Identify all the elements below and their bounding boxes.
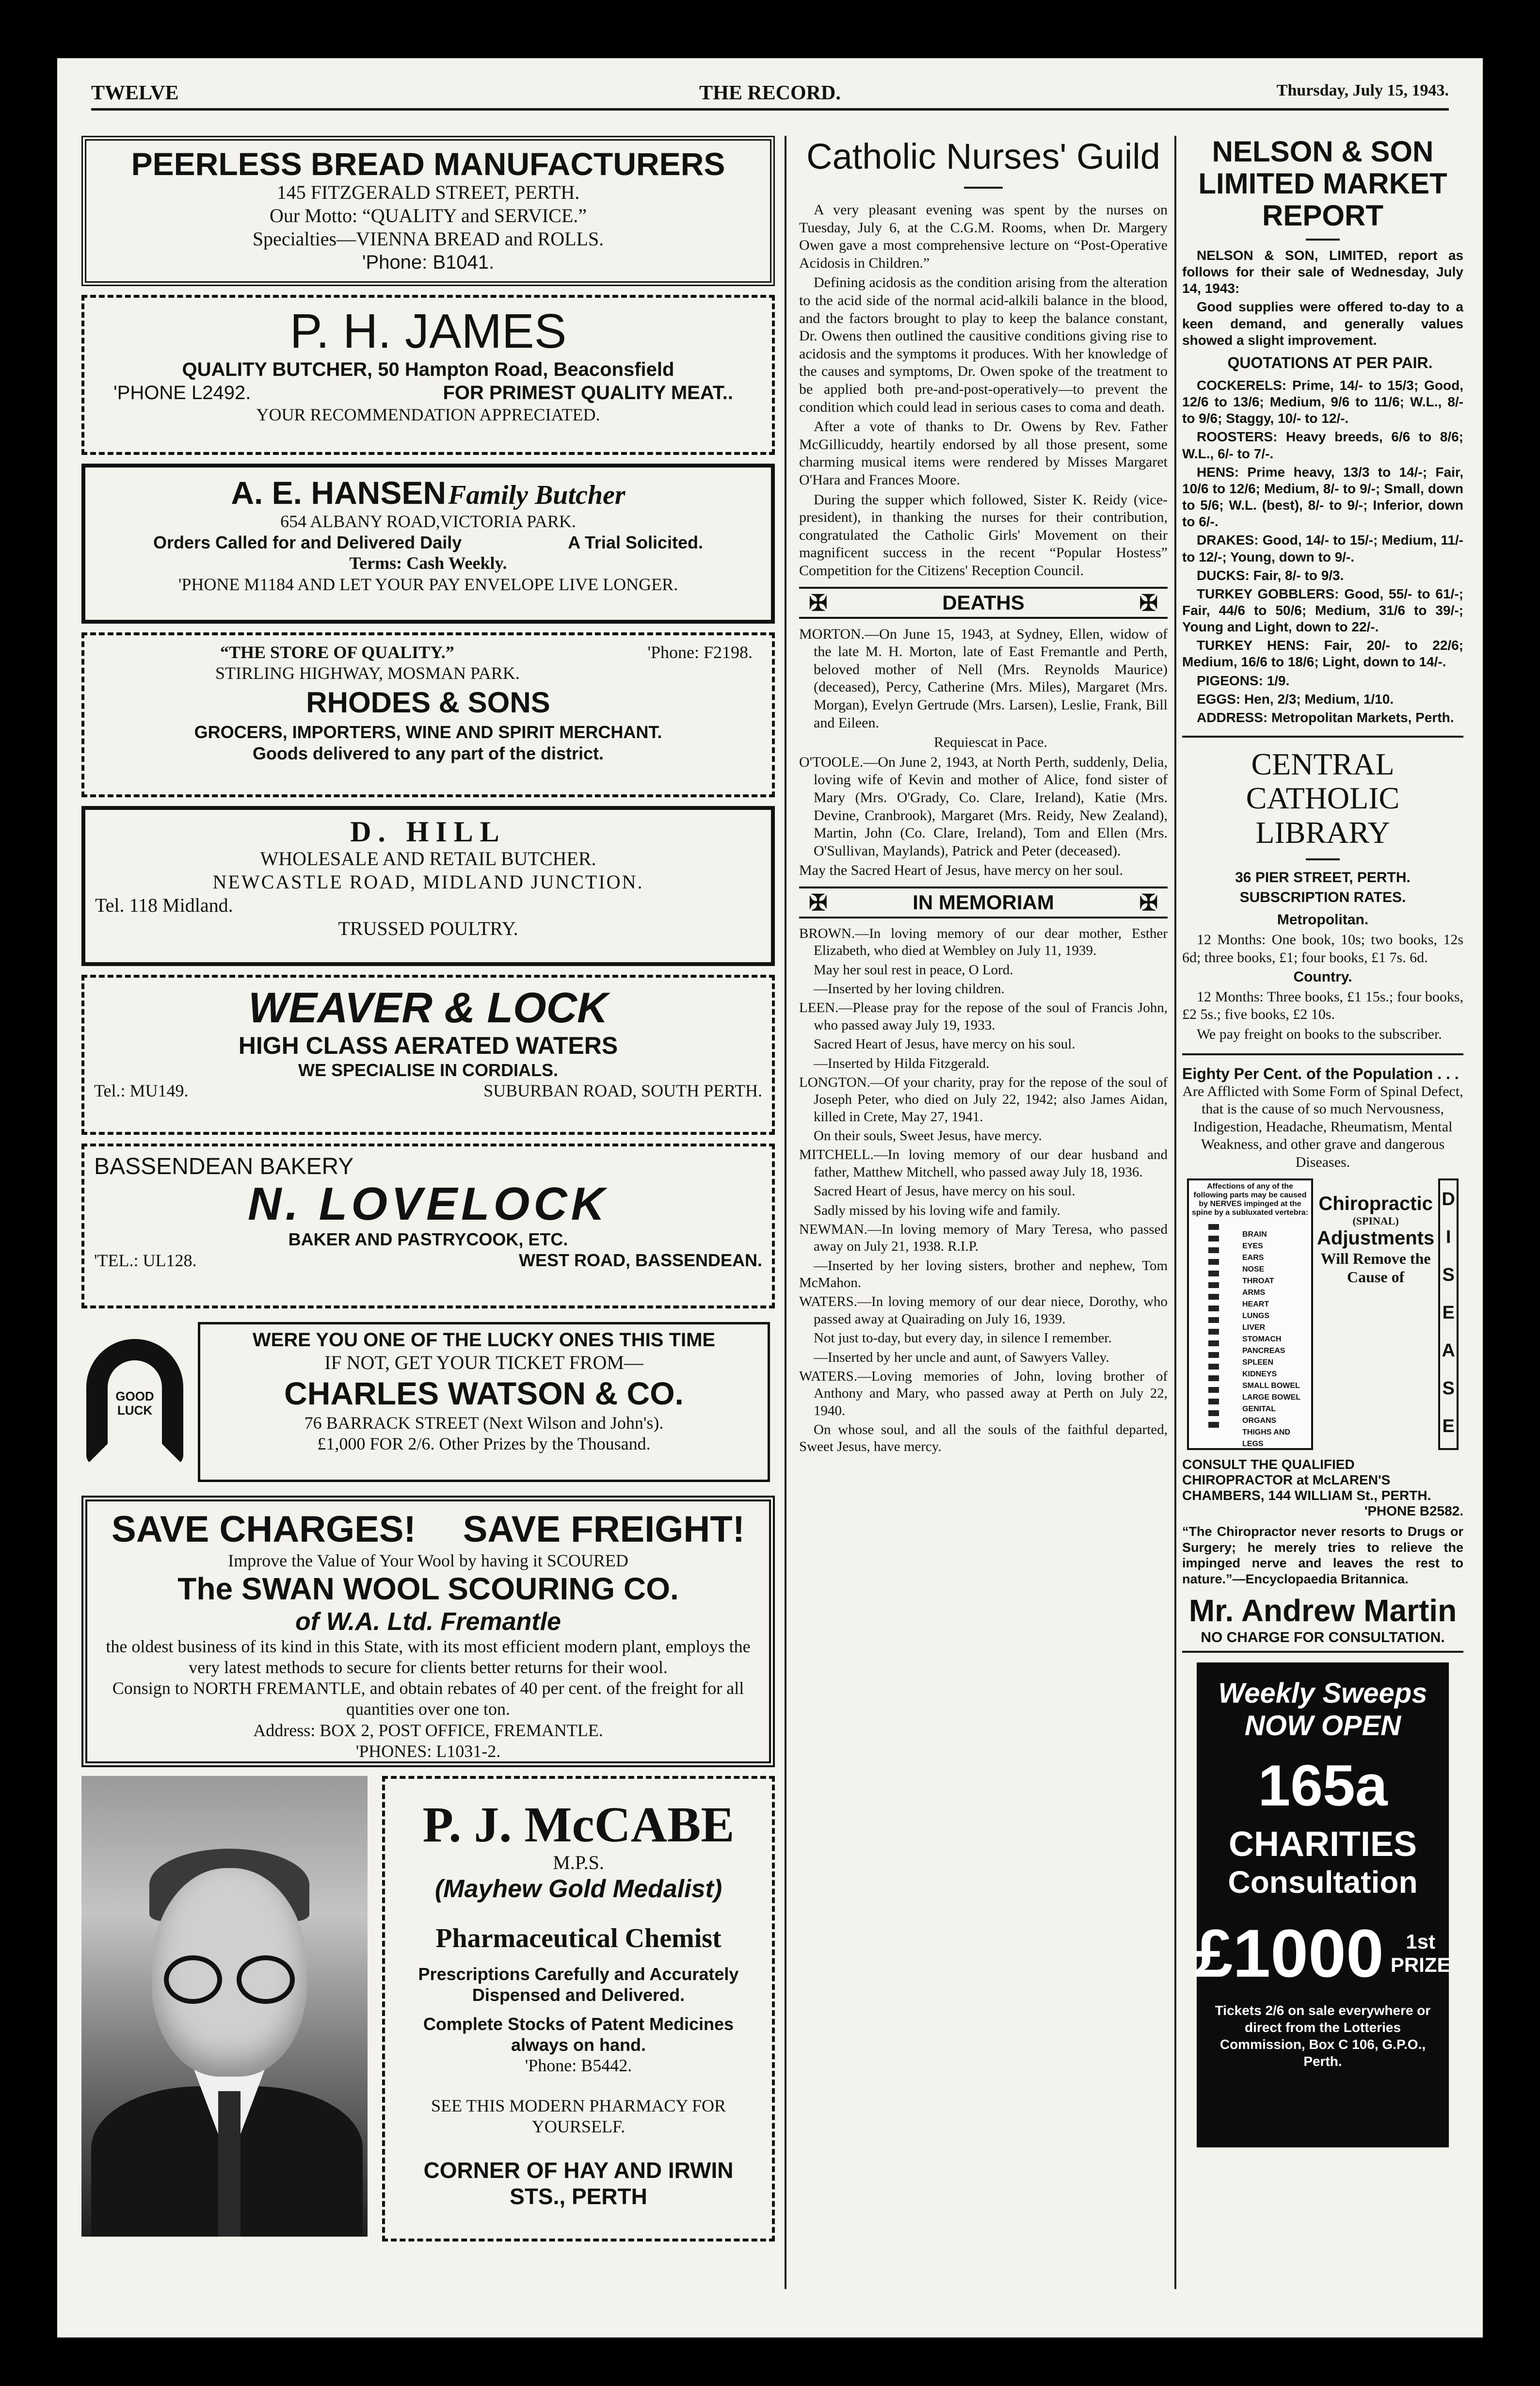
- ad-address: 76 BARRACK STREET (Next Wilson and John's).: [304, 1413, 664, 1433]
- sweeps-number: 165a: [1258, 1753, 1388, 1819]
- disease-label: [1438, 1178, 1459, 1450]
- ad-phone: 'PHONE L2492.: [113, 382, 251, 403]
- ad-phone: Tel.: MU149.: [94, 1080, 189, 1100]
- disease-letter: E: [1442, 1302, 1455, 1323]
- disease-letter: E: [1442, 1416, 1455, 1436]
- ad-stocks: Complete Stocks of Patent Medicines always on hand.: [423, 2014, 734, 2055]
- notice: On their souls, Sweet Jesus, have mercy.: [814, 1128, 1042, 1144]
- ad-prize: £1,000 FOR 2/6. Other Prizes by the Thousand.: [317, 1434, 651, 1454]
- notice: LONGTON.—Of your charity, pray for the repose of the soul of Joseph Peter, who died on July 22, 1942; also James Aidan, killed in Crete, May 27, 1941.: [799, 1074, 1168, 1125]
- ad-ae-hansen: [81, 464, 775, 624]
- disease-letter: I: [1445, 1226, 1451, 1247]
- ad-rhodes-sons: [81, 632, 775, 797]
- ad-phone: 'Phone: F2198.: [647, 643, 753, 662]
- prize-rank: [1391, 1930, 1451, 1977]
- disease-letter: S: [1442, 1378, 1455, 1399]
- ad-line: IF NOT, GET YOUR TICKET FROM—: [324, 1352, 643, 1373]
- ad-line: TRUSSED POULTRY.: [338, 918, 518, 939]
- organ-label: PANCREAS: [1242, 1346, 1285, 1355]
- organ-label: SPLEEN: [1242, 1358, 1274, 1367]
- ad-specialty: WE SPECIALISE IN CORDIALS.: [298, 1060, 559, 1080]
- organ-label: BRAIN: [1242, 1230, 1267, 1239]
- organ-label: STOMACH: [1242, 1335, 1282, 1343]
- masthead: THE RECORD.: [699, 82, 841, 104]
- article-body: [799, 201, 1168, 580]
- divider: [964, 187, 1003, 189]
- ad-line: WHOLESALE AND RETAIL BUTCHER.: [260, 848, 596, 870]
- library-headline: CENTRAL CATHOLIC LIBRARY: [1246, 747, 1400, 850]
- ad-phone: 'PHONE B2582.: [1364, 1503, 1463, 1518]
- rate-category: Country.: [1293, 969, 1352, 985]
- ad-ph-james: [81, 295, 775, 455]
- ad-consign: Consign to NORTH FREMANTLE, and obtain rebates of 40 per cent. of the freight for all quantities over one ton.: [112, 1678, 744, 1719]
- notice: Requiescat in Pace.: [933, 734, 1048, 751]
- rule: [1182, 1053, 1463, 1055]
- spine-figure: [1182, 1178, 1463, 1450]
- notice: —Inserted by Hilda Fitzgerald.: [814, 1055, 990, 1071]
- quote-heading: QUOTATIONS AT PER PAIR.: [1227, 354, 1433, 371]
- notice: —Inserted by her loving children.: [814, 981, 1005, 997]
- rates-heading: SUBSCRIPTION RATES.: [1239, 889, 1406, 905]
- ad-question: WERE YOU ONE OF THE LUCKY ONES THIS TIME: [252, 1329, 716, 1351]
- notice: NEWMAN.—In loving memory of Mary Teresa, who passed away on July 21, 1938. R.I.P.: [799, 1221, 1168, 1255]
- paragraph: Defining acidosis as the condition arising from the alteration to the acid side of the normal acid-alkili balance in the blood, and the factors brought to play to keep the balance constant, Dr. Owens then outlined the causitive conditions giving rise to acidosis and the symptoms it produces. With her knowledge of the causes and symptoms, Dr. Owen spoke of the treatment to be applied both pre-and-post-operatively—to prevent the condition which could lead in serious cases to coma and death.: [799, 274, 1168, 415]
- ad-subtitle: BAKER AND PASTRYCOOK, ETC.: [288, 1229, 568, 1249]
- ad-tagline: FOR PRIMEST QUALITY MEAT..: [443, 382, 733, 403]
- organ-label: LIVER: [1242, 1323, 1266, 1332]
- ad-line: YOUR RECOMMENDATION APPRECIATED.: [256, 405, 600, 424]
- cross-icon: ✠: [809, 889, 828, 915]
- market-report: [1182, 247, 1463, 726]
- ad-address: 145 FITZGERALD STREET, PERTH.: [276, 181, 580, 204]
- deaths-heading: [799, 587, 1168, 619]
- prize-amount: £1000: [1195, 1915, 1384, 1992]
- price-item: TURKEY HENS: Fair, 20/- to 22/6; Medium, 16/6 to 18/6; Light, down to 14/-.: [1182, 638, 1463, 670]
- library-address: 36 PIER STREET, PERTH.: [1235, 870, 1411, 886]
- advertisement-column: [81, 136, 775, 2299]
- library-info: [1182, 869, 1463, 1043]
- organ-label: ARMS: [1242, 1288, 1266, 1297]
- organ-label: THIGHS AND LEGS: [1242, 1428, 1290, 1448]
- ad-headline: SAVE CHARGES!: [112, 1509, 416, 1550]
- notice: —Inserted by her loving sisters, brother and nephew, Tom McMahon.: [799, 1257, 1168, 1290]
- claim-line: Chiropractic: [1318, 1193, 1433, 1214]
- ad-weekly-sweeps: [1197, 1662, 1449, 2147]
- ad-headline: Eighty Per Cent. of the Population . . .: [1182, 1064, 1459, 1082]
- rate-text: 12 Months: Three books, £1 15s.; four books, £2 5s.; five books, £2 10s.: [1182, 988, 1463, 1023]
- ad-row: [94, 1080, 762, 1101]
- price-item: DRAKES: Good, 14/- to 15/-; Medium, 11/- to 12/-; Young, down to 9/-.: [1182, 532, 1463, 564]
- page-header: [91, 81, 1449, 111]
- rule: [1182, 736, 1463, 738]
- ad-title: RHODES & SONS: [306, 686, 550, 719]
- ad-subtitle: Family Butcher: [448, 480, 626, 510]
- ad-peerless-bread: [81, 136, 775, 286]
- ad-phone: Tel. 118 Midland.: [95, 894, 233, 916]
- ad-title: A. E. HANSEN: [231, 475, 447, 511]
- divider: [1306, 858, 1340, 860]
- price-item: DUCKS: Fair, 8/- to 9/3.: [1197, 567, 1344, 583]
- portrait-photo: [81, 1776, 368, 2237]
- organ-label: NOSE: [1242, 1265, 1265, 1274]
- ad-address: WEST ROAD, BASSENDEAN.: [518, 1250, 762, 1270]
- section-title: IN MEMORIAM: [913, 890, 1054, 914]
- price-item: PIGEONS: 1/9.: [1197, 673, 1290, 688]
- ad-phone: 'Phone: B5442.: [525, 2055, 632, 2075]
- ad-chiropractor: [1182, 1065, 1463, 1653]
- market-address: ADDRESS: Metropolitan Markets, Perth.: [1197, 709, 1454, 725]
- ad-phone: 'PHONES: L1031-2.: [355, 1741, 501, 1761]
- organ-list: [1242, 1229, 1311, 1450]
- column-rule: [785, 136, 786, 2289]
- ad-body: [382, 1776, 775, 2241]
- organ-label: THROAT: [1242, 1276, 1274, 1285]
- ad-credential: M.P.S.: [553, 1852, 604, 1874]
- figure-caption: Affections of any of the following parts may be caused by NERVES impinged at the spine by a subluxated vertebra:: [1191, 1182, 1309, 1217]
- disease-letter: D: [1442, 1189, 1455, 1209]
- notice: MITCHELL.—In loving memory of our dear husband and father, Matthew Mitchell, who passed away July 18, 1936.: [799, 1147, 1168, 1180]
- ad-weaver-lock: [81, 975, 775, 1135]
- ad-swan-wool: [81, 1496, 775, 1767]
- chiro-claim: [1317, 1178, 1434, 1450]
- price-item: TURKEY GOBBLERS: Good, 55/- to 61/-; Fair, 44/6 to 50/6; Medium, 31/6 to 39/-; Young and Light, down to 22/-.: [1182, 586, 1463, 635]
- notice: WATERS.—In loving memory of our dear niece, Dorothy, who passed away at Quairading on July 16, 1939.: [799, 1294, 1168, 1327]
- ad-title: The SWAN WOOL SCOURING CO.: [177, 1571, 679, 1607]
- organ-label: LARGE BOWEL: [1242, 1393, 1300, 1402]
- deaths-list: [799, 626, 1168, 880]
- ad-profession: Pharmaceutical Chemist: [435, 1923, 722, 1954]
- vertebrae-icon: [1208, 1224, 1219, 1433]
- organ-label: GENITAL ORGANS: [1242, 1404, 1277, 1425]
- cross-icon: ✠: [1139, 590, 1158, 615]
- ad-address: 654 ALBANY ROAD,VICTORIA PARK.: [280, 512, 576, 531]
- ad-title: PEERLESS BREAD MANUFACTURERS: [131, 146, 725, 182]
- organ-label: EARS: [1242, 1253, 1264, 1262]
- disease-letter: S: [1442, 1264, 1455, 1285]
- ad-delivery: Goods delivered to any part of the district.: [252, 743, 604, 763]
- ad-line: SEE THIS MODERN PHARMACY FOR YOURSELF.: [431, 2096, 726, 2137]
- prize-label: PRIZE: [1390, 1953, 1451, 1977]
- horseshoe-icon: [86, 1339, 183, 1465]
- disease-letter: A: [1442, 1340, 1455, 1361]
- notice: MORTON.—On June 15, 1943, at Sydney, Ellen, widow of the late M. H. Morton, late of East Fremantle and Perth, beloved mother of Nell (Mrs. Reynolds Maurice) (deceased), Percy, Catherine (Mrs. Miles), Margaret (Mrs. Morgan), Evelyn Gertrude (Mrs. Larsen), Leslie, Frank, Bill and Eileen.: [799, 626, 1168, 731]
- ad-row: [94, 642, 762, 663]
- news-column: [799, 136, 1168, 2299]
- claim-line: Adjustments: [1317, 1227, 1435, 1249]
- section-title: DEATHS: [942, 591, 1025, 614]
- organ-label: EYES: [1242, 1241, 1263, 1250]
- ad-motto: Our Motto: “QUALITY and SERVICE.”: [269, 205, 587, 227]
- price-item: EGGS: Hen, 2/3; Medium, 1/10.: [1197, 691, 1394, 707]
- organ-label: SMALL BOWEL: [1242, 1381, 1300, 1390]
- ad-address: STIRLING HIGHWAY, MOSMAN PARK.: [215, 663, 520, 683]
- notice: May the Sacred Heart of Jesus, have mercy on her soul.: [799, 862, 1123, 879]
- claim-line: (SPINAL): [1352, 1214, 1399, 1227]
- organ-label: KIDNEYS: [1242, 1370, 1277, 1378]
- ad-title: P. J. McCABE: [422, 1797, 735, 1853]
- sweeps-line: CHARITIES: [1228, 1825, 1417, 1864]
- paragraph: Good supplies were offered to-day to a keen demand, and generally values showed a slight improvement.: [1182, 299, 1463, 348]
- ad-d-hill: [81, 806, 775, 966]
- price-item: HENS: Prime heavy, 13/3 to 14/-; Fair, 10/6 to 12/6; Medium, 8/- to 9/-; Small, down to 5/6; W.L. (best), 8/- to 9/-; Inferior, down to 6/-.: [1182, 464, 1463, 530]
- ad-bakery-name: BASSENDEAN BAKERY: [94, 1154, 354, 1179]
- ad-line: QUALITY BUTCHER, 50 Hampton Road, Beaconsfield: [182, 359, 674, 380]
- ad-phone: 'TEL.: UL128.: [94, 1250, 197, 1270]
- article-headline: Catholic Nurses' Guild: [806, 136, 1160, 177]
- ad-title: CHARLES WATSON & CO.: [284, 1375, 684, 1411]
- notice: Sadly missed by his loving wife and family.: [814, 1202, 1060, 1218]
- divider: [1306, 239, 1340, 241]
- sweeps-line: Consultation: [1228, 1865, 1418, 1900]
- organ-label: HEART: [1242, 1300, 1269, 1308]
- ad-phone: 'Phone: B1041.: [362, 252, 495, 274]
- newspaper-page: [57, 58, 1483, 2338]
- prize-ordinal: 1st: [1406, 1930, 1435, 1953]
- ad-mccabe: [81, 1776, 775, 2241]
- ad-orders: Orders Called for and Delivered Daily: [153, 532, 462, 553]
- ad-body-text: the oldest business of its kind in this State, with its most efficient modern plant, employs the very latest methods to secure for clients better returns for their wool.: [106, 1636, 751, 1677]
- ad-subtitle: of W.A. Ltd. Fremantle: [295, 1607, 561, 1636]
- ad-row: [94, 1250, 762, 1271]
- ad-title: P. H. JAMES: [289, 304, 567, 358]
- organ-label: LUNGS: [1242, 1311, 1269, 1320]
- sweeps-tickets: Tickets 2/6 on sale everywhere or direct from the Lotteries Commission, Box C 106, G.P.O., Perth.: [1215, 2003, 1431, 2069]
- paragraph: A very pleasant evening was spent by the nurses on Tuesday, July 6, at the C.G.M. Rooms, when Dr. Margery Owen gave a most comprehensive lecture on “Post-Operative Acidosis in Children.”: [799, 202, 1168, 271]
- cross-icon: ✠: [1139, 889, 1158, 915]
- freight-note: We pay freight on books to the subscriber.: [1197, 1026, 1442, 1043]
- ad-body-text: Are Afflicted with Some Form of Spinal Defect, that is the cause of so much Nervousness, Indigestion, Headache, Rheumatism, Mental Weakness, and other grave and dangerous Diseases.: [1182, 1083, 1463, 1170]
- paragraph: During the supper which followed, Sister K. Reidy (vice-president), in thanking the nurses for their contribution, congratulated the Catholic Girls' Movement on their magnificent success in the recent “Popular Hostess” Competition for the Citizens' Reception Council.: [799, 491, 1168, 579]
- ad-quote: “The Chiropractor never resorts to Drugs or Surgery; he merely tries to relieve the impinged nerve and leaves the rest to nature.”—Encyclopaedia Britannica.: [1182, 1524, 1463, 1587]
- ad-charles-watson: [81, 1317, 775, 1487]
- no-charge-note: NO CHARGE FOR CONSULTATION.: [1182, 1629, 1463, 1653]
- ad-address: SUBURBAN ROAD, SOUTH PERTH.: [483, 1080, 762, 1100]
- ad-address: Address: BOX 2, POST OFFICE, FREMANTLE.: [253, 1720, 603, 1740]
- market-headline: NELSON & SON LIMITED MARKET REPORT: [1198, 136, 1447, 232]
- ad-body: [198, 1322, 770, 1482]
- paragraph: After a vote of thanks to Dr. Owens by Rev. Father McGillicuddy, heartily endorsed by all those present, some charming musical items were rendered by Misses Margaret O'Hara and Frances Moore.: [799, 419, 1168, 488]
- issue-date: Thursday, July 15, 1943.: [1276, 81, 1449, 99]
- ad-address: CORNER OF HAY AND IRWIN STS., PERTH: [423, 2157, 734, 2209]
- ad-trade: GROCERS, IMPORTERS, WINE AND SPIRIT MERCHANT.: [194, 722, 662, 742]
- ad-trial: A Trial Solicited.: [568, 532, 703, 553]
- ad-row: [94, 381, 762, 404]
- notice: —Inserted by her uncle and aunt, of Sawyers Valley.: [814, 1349, 1109, 1365]
- ad-lovelock-bakery: [81, 1144, 775, 1308]
- ad-specialties: Specialties—VIENNA BREAD and ROLLS.: [252, 228, 604, 250]
- ad-line: Improve the Value of Your Wool by having it SCOURED: [228, 1551, 628, 1570]
- sweeps-status: NOW OPEN: [1244, 1710, 1401, 1742]
- ad-title: WEAVER & LOCK: [248, 983, 608, 1032]
- notice: WATERS.—Loving memories of John, loving brother of Anthony and Mary, who passed away at Perth on July 22, 1940.: [799, 1368, 1168, 1419]
- ad-terms: Terms: Cash Weekly.: [349, 553, 507, 573]
- notice: LEEN.—Please pray for the repose of the soul of Francis John, who passed away July 19, 1933.: [799, 1000, 1168, 1033]
- ad-headline: SAVE FREIGHT!: [463, 1509, 745, 1550]
- ad-title: N. LOVELOCK: [247, 1178, 609, 1230]
- chiropractor-name: Mr. Andrew Martin: [1188, 1593, 1457, 1628]
- sweeps-title: Weekly Sweeps: [1218, 1677, 1428, 1709]
- cross-icon: ✠: [809, 590, 828, 615]
- memoriam-list: [799, 925, 1168, 1456]
- ad-prescriptions: Prescriptions Carefully and Accurately Dispensed and Delivered.: [418, 1964, 739, 2005]
- notice: On whose soul, and all the souls of the faithful departed, Sweet Jesus, have mercy.: [799, 1422, 1168, 1455]
- column-rule: [1174, 136, 1176, 2289]
- ad-title-row: [95, 474, 761, 511]
- notice: O'TOOLE.—On June 2, 1943, at North Perth, suddenly, Delia, loving wife of Kevin and mother of Alice, fond sister of Mary (Mrs. O'Grady, Co. Clare, Ireland), Katie (Mrs. Devine, Cranbrook), Margaret (Mrs. Reidy, New Zealand), Martin, John (Co. Clare, Ireland), Tom and Ellen (Mrs. O'Sullivan, Maylands), Patrick and Peter (deceased).: [799, 754, 1168, 859]
- rate-category: Metropolitan.: [1277, 912, 1369, 928]
- claim-line: Will Remove the Cause of: [1320, 1249, 1431, 1286]
- prize-row: [1195, 1915, 1451, 1992]
- consult-text: CONSULT THE QUALIFIED CHIROPRACTOR at McLAREN'S CHAMBERS, 144 WILLIAM St., PERTH.: [1182, 1456, 1431, 1503]
- price-item: COCKERELS: Prime, 14/- to 15/3; Good, 12/6 to 13/6; Medium, 9/6 to 11/6; W.L., 8/- to 9/6; Staggy, 10/- to 12/-.: [1182, 377, 1463, 426]
- ad-headline-row: [97, 1508, 759, 1550]
- memoriam-heading: [799, 887, 1168, 919]
- ad-address: NEWCASTLE ROAD, MIDLAND JUNCTION.: [212, 871, 644, 893]
- price-item: ROOSTERS: Heavy breeds, 6/6 to 8/6; W.L., 6/- to 7/-.: [1182, 429, 1463, 461]
- ad-slogan: “THE STORE OF QUALITY.”: [220, 643, 454, 662]
- notice: BROWN.—In loving memory of our dear mother, Esther Elizabeth, who died at Wembley on July 11, 1939.: [799, 925, 1168, 959]
- page-number: TWELVE: [91, 82, 179, 104]
- ad-title: D. HILL: [350, 816, 506, 848]
- rate-text: 12 Months: One book, 10s; two books, 12s 6d; three books, £1; four books, £1 7s. 6d.: [1182, 932, 1463, 966]
- notice: Not just to-day, but every day, in silence I remember.: [814, 1330, 1112, 1346]
- ad-row: [95, 532, 761, 553]
- spine-diagram: [1187, 1178, 1313, 1450]
- notice: Sacred Heart of Jesus, have mercy on his soul.: [814, 1036, 1075, 1052]
- paragraph: NELSON & SON, LIMITED, report as follows for their sale of Wednesday, July 14, 1943:: [1182, 248, 1463, 296]
- notice: May her soul rest in peace, O Lord.: [814, 962, 1013, 978]
- side-column: [1182, 136, 1463, 2299]
- ad-phone: 'PHONE M1184 AND LET YOUR PAY ENVELOPE LIVE LONGER.: [178, 574, 678, 594]
- ad-subtitle: HIGH CLASS AERATED WATERS: [238, 1032, 618, 1059]
- ad-medal: (Mayhew Gold Medalist): [434, 1875, 722, 1903]
- good-luck-label: GOOD LUCK: [115, 1389, 154, 1418]
- notice: Sacred Heart of Jesus, have mercy on his soul.: [814, 1183, 1075, 1199]
